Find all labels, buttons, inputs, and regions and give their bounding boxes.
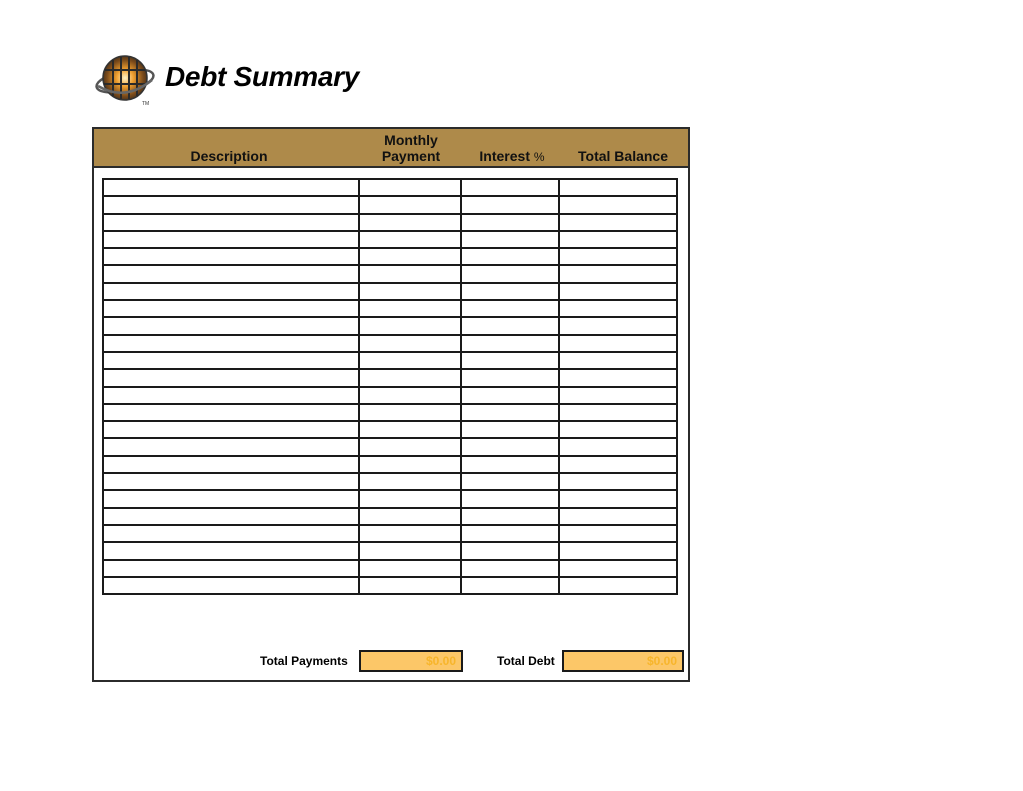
column-header-monthly-payment [360,132,462,164]
description-cell[interactable] [103,179,359,196]
monthly-payment-cell[interactable] [359,335,461,352]
table-row [103,525,677,542]
description-cell[interactable] [103,525,359,542]
monthly-payment-cell[interactable] [359,525,461,542]
table-row [103,577,677,594]
interest-cell[interactable] [461,300,559,317]
total-balance-cell[interactable] [559,248,677,265]
total-balance-cell[interactable] [559,387,677,404]
monthly-payment-cell[interactable] [359,490,461,507]
monthly-payment-cell[interactable] [359,179,461,196]
description-cell[interactable] [103,248,359,265]
monthly-payment-cell[interactable] [359,231,461,248]
total-balance-cell[interactable] [559,335,677,352]
total-balance-cell[interactable] [559,231,677,248]
interest-cell[interactable] [461,490,559,507]
total-balance-cell[interactable] [559,473,677,490]
column-header-monthly-line2: Payment [381,148,441,164]
monthly-payment-cell[interactable] [359,560,461,577]
description-cell[interactable] [103,283,359,300]
table-row [103,265,677,282]
total-balance-cell[interactable] [559,542,677,559]
interest-cell[interactable] [461,335,559,352]
table-row [103,404,677,421]
monthly-payment-cell[interactable] [359,369,461,386]
monthly-payment-cell[interactable] [359,438,461,455]
total-balance-cell[interactable] [559,525,677,542]
total-balance-cell[interactable] [559,196,677,213]
total-balance-cell[interactable] [559,265,677,282]
total-payments-label: Total Payments [260,654,348,668]
description-cell[interactable] [103,456,359,473]
description-cell[interactable] [103,300,359,317]
interest-cell[interactable] [461,404,559,421]
interest-unit: % [533,150,545,164]
interest-cell[interactable] [461,525,559,542]
table-row [103,490,677,507]
table-row [103,352,677,369]
column-header-monthly-line1: Monthly [384,132,438,148]
description-cell[interactable] [103,560,359,577]
total-balance-cell[interactable] [559,508,677,525]
table-row [103,231,677,248]
description-cell[interactable] [103,421,359,438]
interest-cell[interactable] [461,369,559,386]
monthly-payment-cell[interactable] [359,421,461,438]
total-balance-cell[interactable] [559,352,677,369]
table-row [103,369,677,386]
total-balance-cell[interactable] [559,421,677,438]
interest-cell[interactable] [461,387,559,404]
interest-cell[interactable] [461,508,559,525]
description-cell[interactable] [103,387,359,404]
interest-cell[interactable] [461,214,559,231]
description-cell[interactable] [103,335,359,352]
total-balance-cell[interactable] [559,179,677,196]
monthly-payment-cell[interactable] [359,352,461,369]
monthly-payment-cell[interactable] [359,387,461,404]
total-balance-cell[interactable] [559,456,677,473]
total-balance-cell[interactable] [559,369,677,386]
description-cell[interactable] [103,473,359,490]
table-row [103,196,677,213]
description-cell[interactable] [103,577,359,594]
table-row [103,508,677,525]
total-payments-value[interactable]: $0.00 [359,650,463,672]
total-balance-cell[interactable] [559,438,677,455]
table-row [103,283,677,300]
monthly-payment-cell[interactable] [359,317,461,334]
interest-cell[interactable] [461,283,559,300]
interest-cell[interactable] [461,456,559,473]
monthly-payment-cell[interactable] [359,577,461,594]
description-cell[interactable] [103,231,359,248]
total-balance-cell[interactable] [559,283,677,300]
monthly-payment-cell[interactable] [359,456,461,473]
total-balance-cell[interactable] [559,214,677,231]
table-row [103,387,677,404]
table-row [103,179,677,196]
monthly-payment-cell[interactable] [359,196,461,213]
total-balance-cell[interactable] [559,300,677,317]
description-cell[interactable] [103,196,359,213]
total-debt-label: Total Debt [497,654,555,668]
monthly-payment-cell[interactable] [359,300,461,317]
table-row [103,335,677,352]
table-row [103,560,677,577]
column-header-interest [462,148,562,165]
monthly-payment-cell[interactable] [359,404,461,421]
total-balance-cell[interactable] [559,317,677,334]
column-header-description: Description [190,148,268,164]
interest-cell[interactable] [461,248,559,265]
table-row [103,300,677,317]
description-cell[interactable] [103,317,359,334]
total-debt-value[interactable]: $0.00 [562,650,684,672]
table-row [103,421,677,438]
table-row [103,248,677,265]
table-row [103,438,677,455]
monthly-payment-cell[interactable] [359,248,461,265]
table-row [103,317,677,334]
monthly-payment-cell[interactable] [359,265,461,282]
description-cell[interactable] [103,265,359,282]
interest-cell[interactable] [461,577,559,594]
globe-logo-icon [94,50,156,108]
table-row [103,473,677,490]
description-cell[interactable] [103,352,359,369]
monthly-payment-cell[interactable] [359,542,461,559]
interest-cell[interactable] [461,231,559,248]
table-row [103,214,677,231]
monthly-payment-cell[interactable] [359,473,461,490]
table-row [103,456,677,473]
description-cell[interactable] [103,542,359,559]
monthly-payment-cell[interactable] [359,214,461,231]
interest-cell[interactable] [461,179,559,196]
interest-cell[interactable] [461,352,559,369]
interest-label: Interest [479,148,530,164]
debt-entry-grid [102,178,678,595]
total-balance-cell[interactable] [559,404,677,421]
interest-cell[interactable] [461,473,559,490]
description-cell[interactable] [103,214,359,231]
table-header [94,129,688,168]
description-cell[interactable] [103,369,359,386]
interest-cell[interactable] [461,542,559,559]
description-cell[interactable] [103,508,359,525]
description-cell[interactable] [103,490,359,507]
svg-text:TM: TM [142,101,150,107]
interest-cell[interactable] [461,421,559,438]
column-header-total-balance: Total Balance [578,148,668,164]
monthly-payment-cell[interactable] [359,283,461,300]
interest-cell[interactable] [461,317,559,334]
table-row [103,542,677,559]
interest-cell[interactable] [461,560,559,577]
interest-cell[interactable] [461,438,559,455]
total-balance-cell[interactable] [559,490,677,507]
description-cell[interactable] [103,438,359,455]
total-balance-cell[interactable] [559,577,677,594]
description-cell[interactable] [103,404,359,421]
interest-cell[interactable] [461,265,559,282]
total-balance-cell[interactable] [559,560,677,577]
debt-summary-sheet [92,127,690,682]
interest-cell[interactable] [461,196,559,213]
monthly-payment-cell[interactable] [359,508,461,525]
page-title: Debt Summary [165,61,360,92]
